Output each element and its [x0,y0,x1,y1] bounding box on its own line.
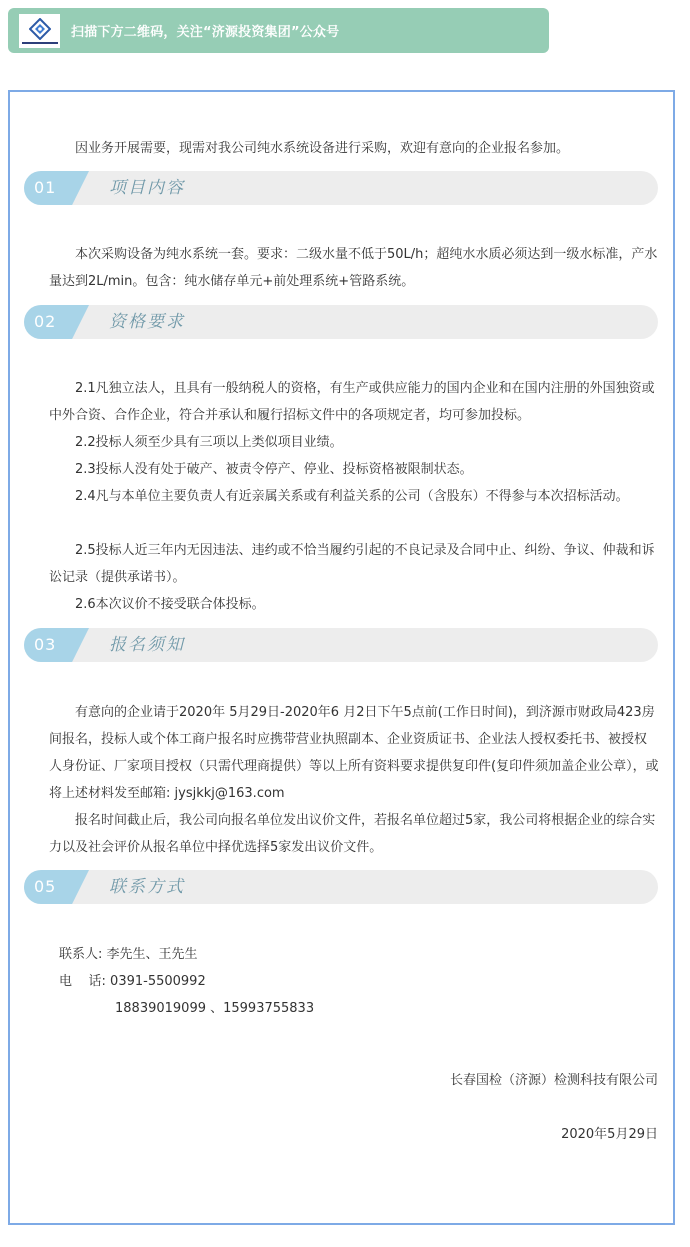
wechat-follow-banner [8,8,549,53]
section-title: 联系方式 [109,877,185,897]
issuer-company: 长春国检（济源）检测科技有限公司 [449,1073,658,1088]
section-header-05 [24,870,658,904]
section-number: 01 [34,178,57,197]
qualification-item-2-3: 2.3投标人没有处于破产、被责令停产、停业、投标资格被限制状态。 [75,462,473,477]
section-01-paragraph: 本次采购设备为纯水系统一套。要求：二级水量不低于50L/h；超纯水水质必须达到一级水标准，产水量达到2L/min。包含：纯水储存单元+前处理系统+管路系统。 [49,247,658,289]
qualification-item-2-5: 2.5投标人近三年内无因违法、违约或不恰当履约引起的不良记录及合同中止、纠纷、争议、仲裁和诉讼记录（提供承诺书）。 [49,543,655,585]
logo-caption-bar [22,42,58,44]
qualification-item-2-4: 2.4凡与本单位主要负责人有近亲属关系或有利益关系的公司（含股东）不得参与本次招标活动。 [75,489,629,504]
intro-paragraph: 因业务开展需要，现需对我公司纯水系统设备进行采购，欢迎有意向的企业报名参加。 [75,141,570,156]
contact-phone: 电 话: 0391-5500992 [59,974,206,989]
section-title: 报名须知 [109,635,185,655]
registration-deadline-note: 报名时间截止后，我公司向报名单位发出议价文件，若报名单位超过5家，我公司将根据企业的综合实力以及社会评价从报名单位中择优选择5家发出议价文件。 [49,813,656,855]
registration-instructions: 有意向的企业请于2020年 5月29日-2020年6 月2日下午5点前(工作日时间)，到济源市财政局423房间报名，投标人或个体工商户报名时应携带营业执照副本、企业资质证书、企业法人授权委托书、被授权人身份证、厂家项目授权（只需代理商提供）等以上所有资料要求提供复印件(复印件须加盖企业公章），或将上述材料发至邮箱: jysjkkj@163.com [49,705,659,801]
qualification-item-2-6: 2.6本次议价不接受联合体投标。 [75,597,265,612]
section-header-02 [24,305,658,339]
section-header-03 [24,628,658,662]
section-number: 02 [34,312,57,331]
company-logo-icon [19,14,60,48]
qualification-item-2-1: 2.1凡独立法人，且具有一般纳税人的资格，有生产或供应能力的国内企业和在国内注册的外国独资或中外合资、合作企业，符合并承认和履行招标文件中的各项规定者，均可参加投标。 [49,381,655,423]
section-number: 05 [34,877,57,896]
banner-text: 扫描下方二维码，关注“济源投资集团”公众号 [71,25,340,40]
section-number: 03 [34,635,57,654]
logo-diamond-icon [29,18,51,40]
qualification-item-2-2: 2.2投标人须至少具有三项以上类似项目业绩。 [75,435,343,450]
contact-person: 联系人: 李先生、王先生 [59,947,198,962]
section-header-01 [24,171,658,205]
issue-date: 2020年5月29日 [561,1127,658,1142]
contact-mobile: 18839019099 、15993755833 [115,1001,315,1016]
section-title: 项目内容 [109,178,185,198]
section-title: 资格要求 [109,312,185,332]
